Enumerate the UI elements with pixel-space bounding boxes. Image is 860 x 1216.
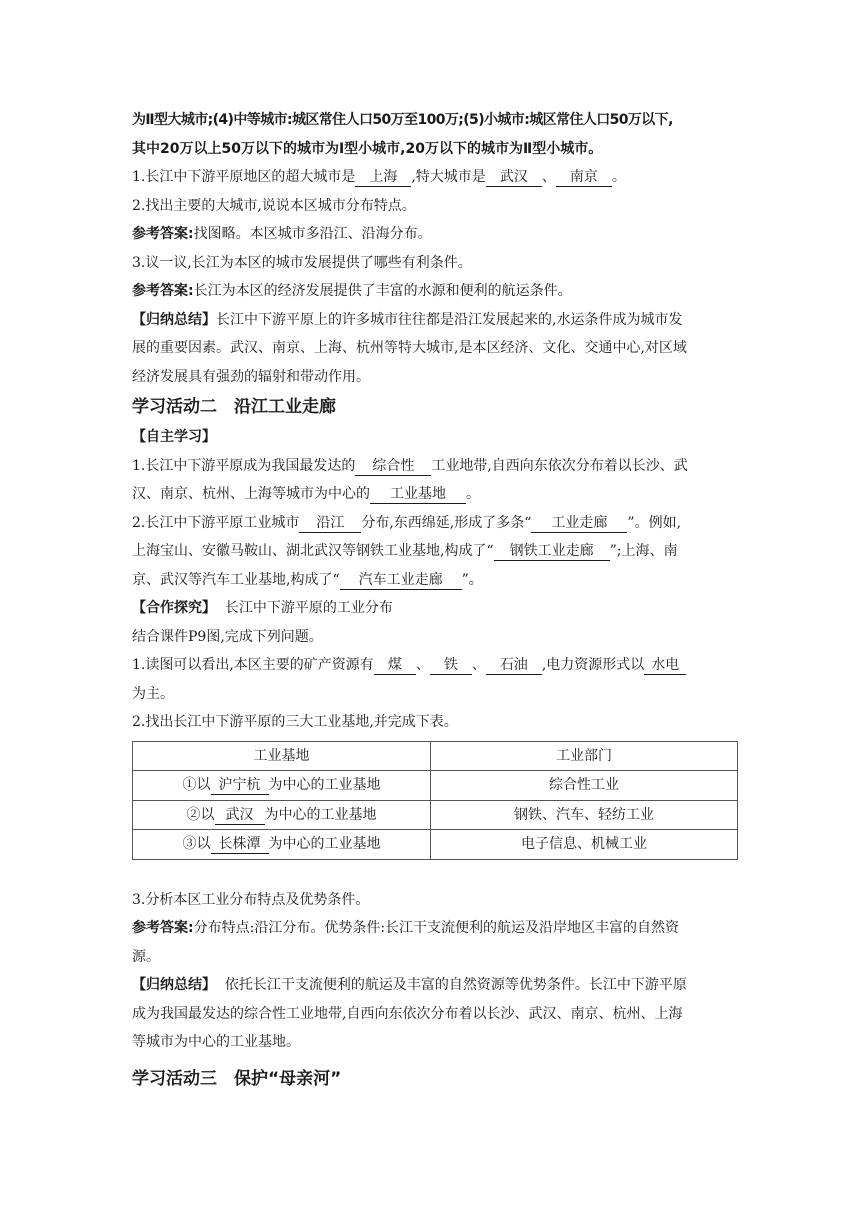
separator: 、 (541, 169, 556, 185)
answer-blank: 工业走廊 (531, 514, 627, 533)
spacer (132, 866, 744, 886)
answer-blank: 石油 (486, 656, 542, 675)
question-text: 1.长江中下游平原成为我国最发达的 (132, 457, 356, 474)
question-text: 京、武汉等汽车工业基地,构成了“ (132, 571, 340, 588)
summary-text: 等城市为中心的工业基地。 (132, 1034, 300, 1050)
coop-question-1 (132, 651, 744, 680)
answer-2 (132, 220, 744, 249)
text-line: 其中20万以上50万以下的城市为Ⅰ型小城市,20万以下的城市为Ⅱ型小城市。 (132, 140, 603, 157)
table-cell-base (133, 830, 431, 860)
summary-label: 【归纳总结】 (132, 311, 216, 328)
answer-blank: 综合性 (355, 457, 431, 476)
table-cell-dept: 电子信息、机械工业 (431, 830, 738, 860)
self-study-2 (132, 509, 744, 538)
answer-blank: 沪宁杭 (211, 776, 269, 795)
table-header-cell: 工业基地 (133, 741, 431, 771)
summary-label: 【归纳总结】 (132, 977, 216, 993)
question-text: 。 (611, 169, 626, 185)
industry-table (132, 741, 738, 860)
separator: 、 (471, 657, 486, 673)
self-study-2-cont (132, 537, 744, 566)
answer-3 (132, 277, 744, 306)
cell-text: ①以 (182, 777, 211, 793)
cell-text: ②以 (186, 806, 215, 823)
question-text: ,特大城市是 (411, 169, 486, 185)
answer-blank: 铁 (430, 656, 472, 675)
separator: 、 (415, 657, 430, 673)
question-3: 3.议一议,长江为本区的城市发展提供了哪些有利条件。 (132, 254, 472, 271)
self-study-2-cont (132, 566, 744, 595)
cooperative-title: 长江中下游平原的工业分布 (224, 600, 393, 616)
question-text: ”。 (461, 571, 483, 588)
reference-answer: 源。 (132, 948, 160, 965)
answer-blank: 水电 (644, 656, 686, 675)
answer-blank: 南京 (556, 168, 612, 187)
question-text: ”。例如, (627, 514, 682, 531)
answer-blank: 武汉 (215, 806, 265, 825)
reference-answer-label: 参考答案: (132, 920, 194, 936)
reference-answer-label: 参考答案: (132, 226, 194, 242)
answer-blank: 汽车工业走廊 (340, 571, 462, 590)
table-header-row (133, 741, 738, 771)
text-line: 为Ⅱ型大城市;(4)中等城市:城区常住人口50万至100万;(5)小城市:城区常住人口50万以下, (132, 112, 673, 128)
table-row (133, 830, 738, 860)
reference-answer-label: 参考答案: (132, 283, 194, 299)
question-text: 汉、南京、杭州、上海等城市为中心的 (132, 486, 370, 502)
self-study-1-cont (132, 480, 744, 509)
coop-question-2: 2.找出长江中下游平原的三大工业基地,并完成下表。 (132, 714, 458, 730)
answer-blank: 沿江 (299, 514, 361, 533)
question-text: 上海宝山、安徽马鞍山、湖北武汉等钢铁工业基地,构成了“ (132, 543, 494, 559)
question-text: 1.读图可以看出,本区主要的矿产资源有 (132, 657, 374, 673)
reference-answer: 分布特点:沿江分布。优势条件:长江干支流便利的航运及沿岸地区丰富的自然资 (193, 920, 680, 936)
table-cell-dept: 综合性工业 (431, 771, 738, 801)
table-cell-base (133, 800, 431, 830)
summary-text: 长江中下游平原上的许多城市往往都是沿江发展起来的,水运条件成为城市发 (216, 311, 683, 328)
summary-text: 成为我国最发达的综合性工业地带,自西向东依次分布着以长沙、武汉、南京、杭州、上海 (132, 1005, 683, 1022)
question-text: ”;上海、南 (609, 543, 678, 559)
section-title-activity-2: 学习活动二 沿江工业走廊 (132, 397, 336, 417)
summary-1 (132, 306, 744, 335)
cooperative-intro: 结合课件P9图,完成下列问题。 (132, 628, 323, 645)
question-text: 。 (466, 486, 480, 502)
question-text: 工业地带,自西向东依次分布着以长沙、武 (431, 457, 688, 474)
cooperative-label: 【合作探究】 (132, 600, 216, 616)
cell-text: ③以 (182, 836, 211, 852)
self-study-label: 【自主学习】 (132, 429, 216, 445)
table-cell-base (133, 771, 431, 801)
coop-question-3: 3.分析本区工业分布特点及优势条件。 (132, 891, 370, 908)
table-row (133, 771, 738, 801)
question-1 (132, 163, 744, 192)
summary-text: 展的重要因素。武汉、南京、上海、杭州等特大城市,是本区经济、文化、交通中心,对区域 (132, 340, 687, 356)
summary-text: 依托长江干支流便利的航运及丰富的自然资源等优势条件。长江中下游平原 (224, 977, 687, 993)
coop-answer-3 (132, 914, 744, 943)
reference-answer: 长江为本区的经济发展提供了丰富的水源和便利的航运条件。 (193, 283, 572, 299)
answer-blank: 工业基地 (370, 485, 466, 504)
question-text: 1.长江中下游平原地区的超大城市是 (132, 169, 356, 185)
question-text: 分布,东西绵延,形成了多条“ (361, 514, 532, 531)
summary-text: 经济发展具有强劲的辐射和带动作用。 (132, 368, 370, 385)
table-header-cell: 工业部门 (431, 741, 738, 771)
answer-blank: 长株潭 (211, 835, 269, 854)
cell-text: 为中心的工业基地 (268, 777, 381, 793)
self-study-1 (132, 452, 744, 481)
question-2: 2.找出主要的大城市,说说本区城市分布特点。 (132, 197, 416, 214)
cell-text: 为中心的工业基地 (268, 836, 381, 852)
document-page (132, 106, 744, 1095)
cell-text: 为中心的工业基地 (264, 806, 377, 823)
summary-2 (132, 971, 744, 1000)
answer-blank: 上海 (355, 168, 411, 187)
question-text: ,电力资源形式以 (541, 657, 645, 673)
coop-question-1-cont: 为主。 (132, 685, 174, 702)
answer-blank: 武汉 (486, 168, 542, 187)
answer-blank: 钢铁工业走廊 (494, 542, 610, 561)
reference-answer: 找图略。本区城市多沿江、沿海分布。 (193, 226, 432, 242)
table-cell-dept: 钢铁、汽车、轻纺工业 (431, 800, 738, 830)
section-title-activity-3: 学习活动三 保护“母亲河” (132, 1068, 342, 1089)
table-row (133, 800, 738, 830)
answer-blank: 煤 (374, 656, 416, 675)
cooperative-inquiry (132, 594, 744, 623)
question-text: 2.长江中下游平原工业城市 (132, 514, 300, 531)
